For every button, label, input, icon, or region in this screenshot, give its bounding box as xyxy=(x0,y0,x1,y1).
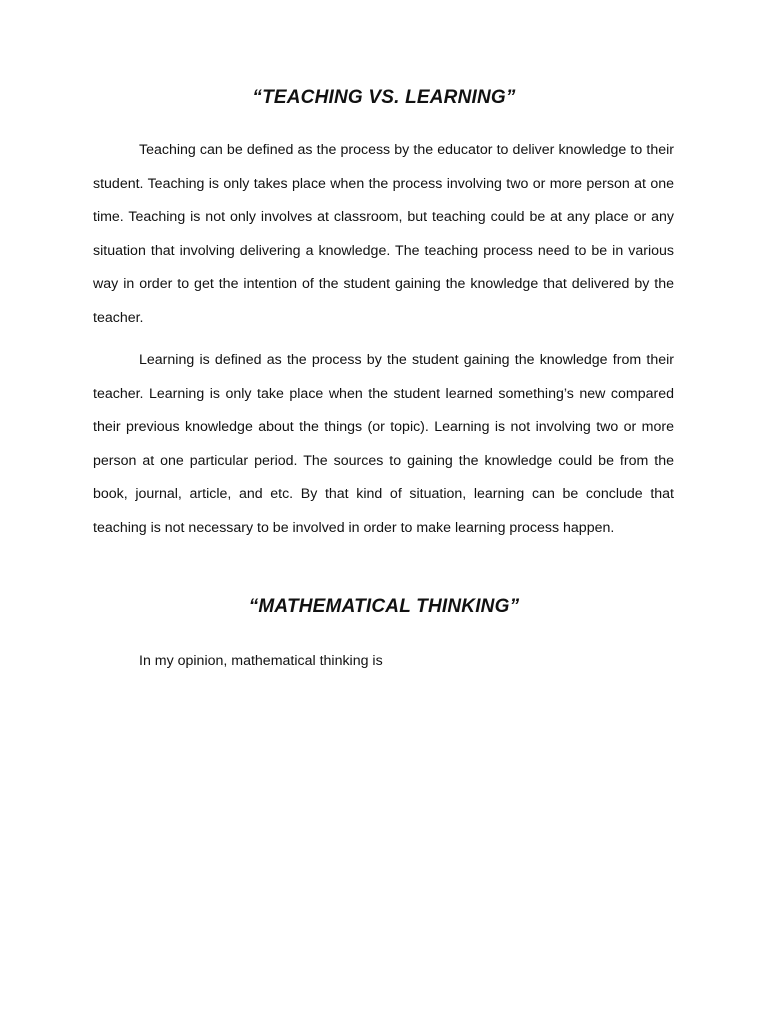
paragraph-teaching: Teaching can be defined as the process by the educator to deliver knowledge to their student. Teaching is only takes place when the process involving two or more person at one time. Teaching is not only involves at classroom, but teaching could be at any place or any situation that involving delivering a knowledge. The teaching process need to be in various way in order to get the intention of the student gaining the knowledge that delivered by the teacher. xyxy=(93,142,674,326)
heading-mathematical-thinking: “MATHEMATICAL THINKING” xyxy=(248,596,520,617)
paragraph-learning: Learning is defined as the process by the student gaining the knowledge from their teacher. Learning is only take place when the student learned something’s new compared their previous knowledge about the things (or topic). Learning is not involving two or more person at one particular period. The sources to gaining the knowledge could be from the book, journal, article, and etc. By that kind of situation, learning can be conclude that teaching is not necessary to be involved in order to make learning process happen. xyxy=(93,352,674,536)
heading-teaching-vs-learning: “TEACHING VS. LEARNING” xyxy=(252,87,516,108)
paragraph-mathematical-thinking: In my opinion, mathematical thinking is xyxy=(139,653,383,669)
